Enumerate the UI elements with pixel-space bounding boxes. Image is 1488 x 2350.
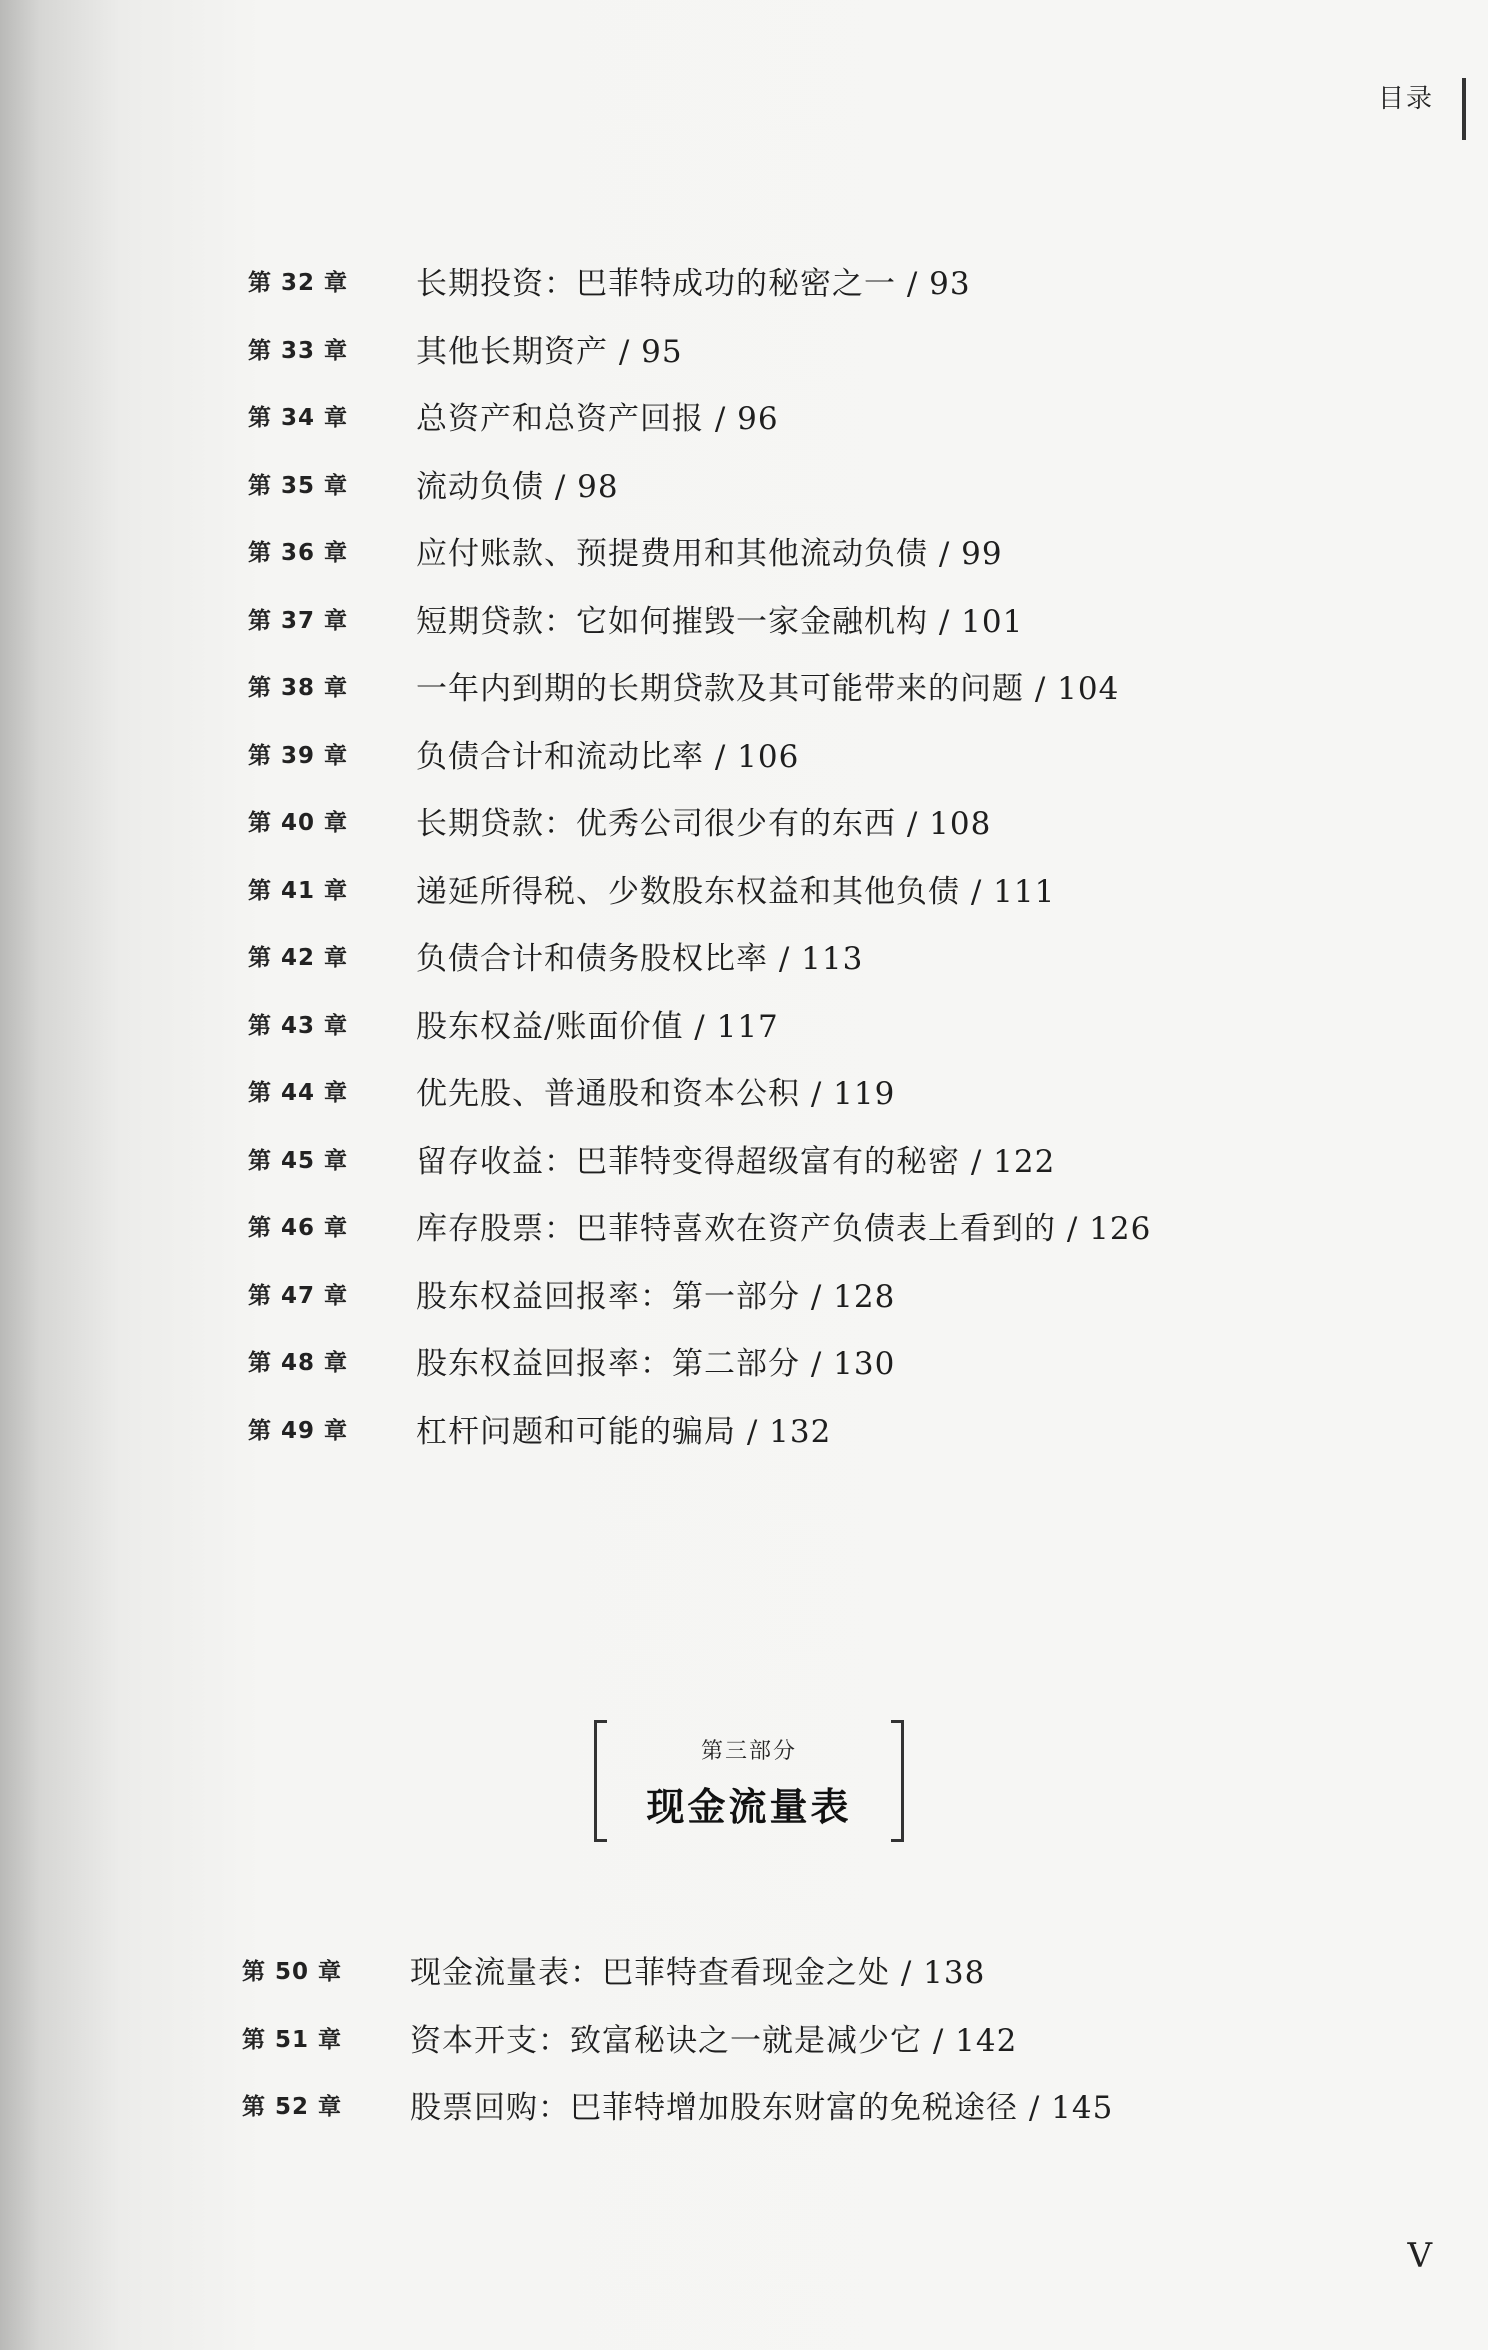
header-rule bbox=[1462, 78, 1466, 140]
chapter-number: 第 40 章 bbox=[248, 809, 349, 836]
toc-entry-ch44[interactable] bbox=[248, 1068, 895, 1112]
chapter-number: 第 41 章 bbox=[248, 877, 349, 904]
chapter-title: 长期贷款：优秀公司很少有的东西 / 108 bbox=[416, 805, 992, 842]
chapter-title: 留存收益：巴菲特变得超级富有的秘密 / 122 bbox=[416, 1143, 1056, 1180]
chapter-number: 第 35 章 bbox=[248, 472, 349, 499]
toc-entry-ch35[interactable] bbox=[248, 461, 619, 505]
running-header-title: 目录 bbox=[1377, 84, 1434, 114]
toc-entry-ch46[interactable] bbox=[248, 1203, 1151, 1247]
chapter-number: 第 49 章 bbox=[248, 1417, 349, 1444]
toc-entry-ch39[interactable] bbox=[248, 731, 799, 775]
page-number: V bbox=[1407, 2236, 1432, 2276]
toc-entry-ch36[interactable] bbox=[248, 528, 1003, 572]
chapter-number: 第 39 章 bbox=[248, 742, 349, 769]
toc-entry-ch45[interactable] bbox=[248, 1136, 1055, 1180]
chapter-title: 杠杆问题和可能的骗局 / 132 bbox=[416, 1413, 832, 1450]
toc-entry-ch48[interactable] bbox=[248, 1338, 895, 1382]
chapter-number: 第 47 章 bbox=[248, 1282, 349, 1309]
chapter-number: 第 48 章 bbox=[248, 1349, 349, 1376]
chapter-title: 库存股票：巴菲特喜欢在资产负债表上看到的 / 126 bbox=[416, 1210, 1152, 1247]
chapter-title: 应付账款、预提费用和其他流动负债 / 99 bbox=[416, 535, 1003, 572]
part-title: 现金流量表 bbox=[646, 1784, 852, 1829]
chapter-title: 股票回购：巴菲特增加股东财富的免税途径 / 145 bbox=[410, 2089, 1114, 2126]
toc-entry-ch37[interactable] bbox=[248, 596, 1023, 640]
toc-entry-ch50[interactable] bbox=[242, 1947, 985, 1991]
chapter-title: 一年内到期的长期贷款及其可能带来的问题 / 104 bbox=[416, 670, 1120, 707]
chapter-title: 其他长期资产 / 95 bbox=[416, 333, 683, 370]
toc-entry-ch32[interactable] bbox=[248, 258, 971, 302]
toc-entry-ch43[interactable] bbox=[248, 1001, 779, 1045]
chapter-title: 负债合计和债务股权比率 / 113 bbox=[416, 940, 864, 977]
part-label: 第三部分 bbox=[700, 1739, 797, 1764]
chapter-number: 第 44 章 bbox=[248, 1079, 349, 1106]
chapter-title: 股东权益/账面价值 / 117 bbox=[416, 1008, 779, 1045]
toc-entry-ch51[interactable] bbox=[242, 2015, 1017, 2059]
chapter-number: 第 43 章 bbox=[248, 1012, 349, 1039]
toc-entry-ch40[interactable] bbox=[248, 798, 991, 842]
chapter-title: 优先股、普通股和资本公积 / 119 bbox=[416, 1075, 896, 1112]
toc-entry-ch38[interactable] bbox=[248, 663, 1119, 707]
chapter-title: 递延所得税、少数股东权益和其他负债 / 111 bbox=[416, 873, 1056, 910]
chapter-title: 短期贷款：它如何摧毁一家金融机构 / 101 bbox=[416, 603, 1024, 640]
chapter-title: 负债合计和流动比率 / 106 bbox=[416, 738, 800, 775]
chapter-title: 长期投资：巴菲特成功的秘密之一 / 93 bbox=[416, 265, 971, 302]
chapter-title: 股东权益回报率：第二部分 / 130 bbox=[416, 1345, 896, 1382]
chapter-title: 现金流量表：巴菲特查看现金之处 / 138 bbox=[410, 1954, 986, 1991]
toc-entry-ch33[interactable] bbox=[248, 326, 683, 370]
chapter-number: 第 38 章 bbox=[248, 674, 349, 701]
chapter-number: 第 45 章 bbox=[248, 1147, 349, 1174]
toc-entry-ch41[interactable] bbox=[248, 866, 1055, 910]
chapter-number: 第 36 章 bbox=[248, 539, 349, 566]
chapter-title: 股东权益回报率：第一部分 / 128 bbox=[416, 1278, 896, 1315]
chapter-number: 第 52 章 bbox=[242, 2093, 343, 2120]
chapter-number: 第 34 章 bbox=[248, 404, 349, 431]
part-heading bbox=[594, 1720, 904, 1840]
toc-entry-ch42[interactable] bbox=[248, 933, 863, 977]
chapter-title: 流动负债 / 98 bbox=[416, 468, 619, 505]
chapter-number: 第 37 章 bbox=[248, 607, 349, 634]
toc-entry-ch49[interactable] bbox=[248, 1406, 831, 1450]
chapter-number: 第 50 章 bbox=[242, 1958, 343, 1985]
toc-entry-ch47[interactable] bbox=[248, 1271, 895, 1315]
chapter-title: 资本开支：致富秘诀之一就是减少它 / 142 bbox=[410, 2022, 1018, 2059]
chapter-number: 第 33 章 bbox=[248, 337, 349, 364]
chapter-title: 总资产和总资产回报 / 96 bbox=[416, 400, 779, 437]
chapter-number: 第 32 章 bbox=[248, 269, 349, 296]
toc-entry-ch34[interactable] bbox=[248, 393, 779, 437]
chapter-number: 第 46 章 bbox=[248, 1214, 349, 1241]
toc-entry-ch52[interactable] bbox=[242, 2082, 1113, 2126]
chapter-number: 第 51 章 bbox=[242, 2026, 343, 2053]
chapter-number: 第 42 章 bbox=[248, 944, 349, 971]
